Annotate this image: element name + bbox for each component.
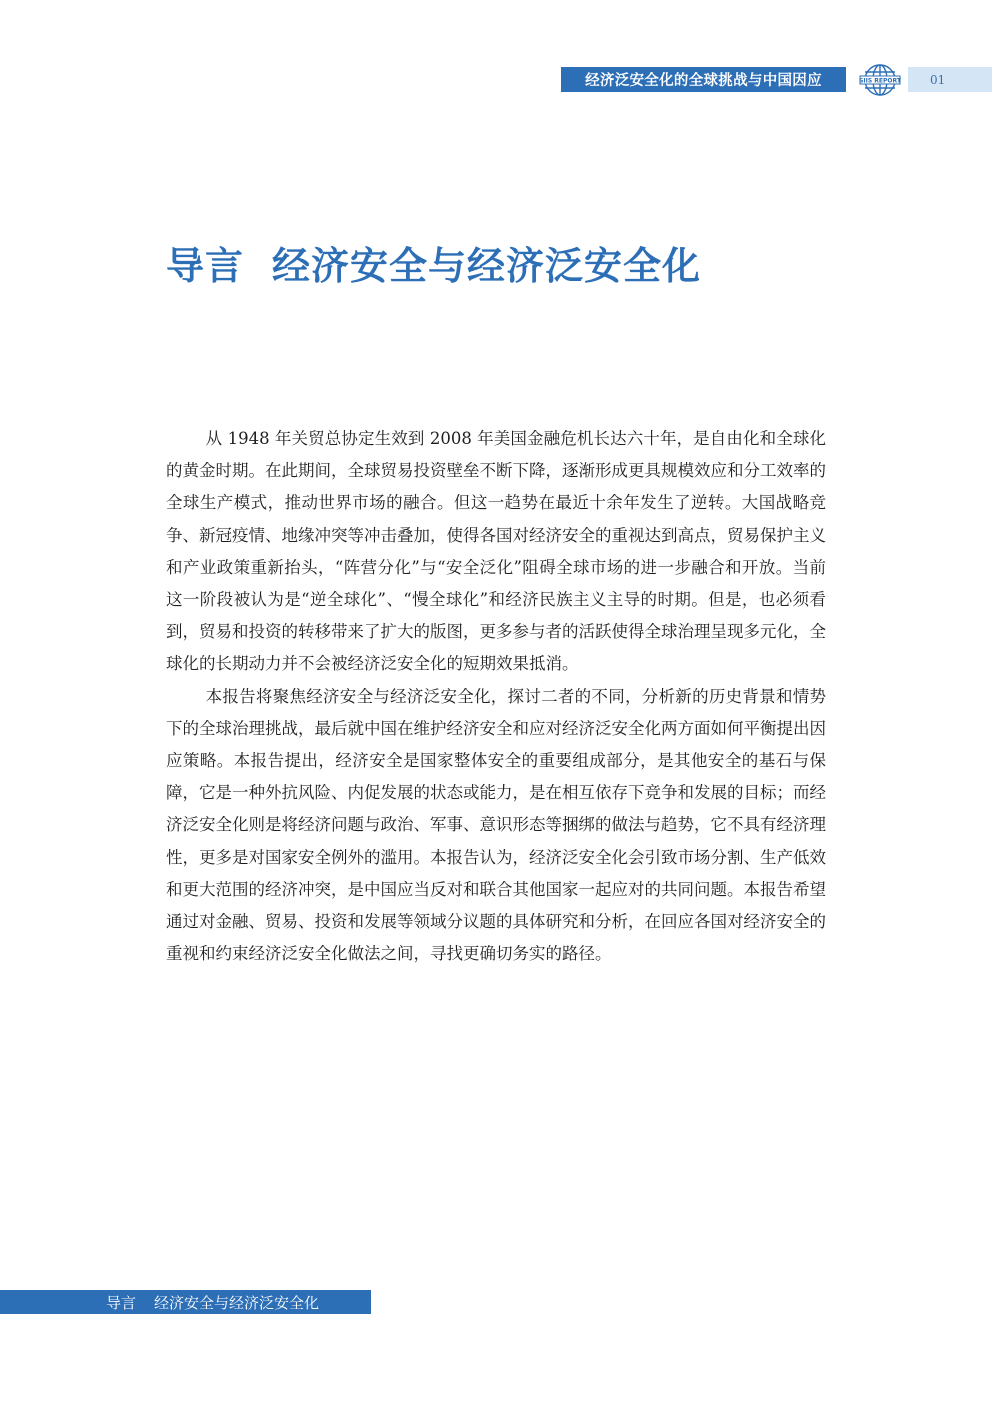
chapter-title — [166, 235, 701, 290]
chapter-title-label: 导言 — [166, 244, 245, 288]
body-text — [166, 423, 826, 970]
running-header-title: 经济泛安全化的全球挑战与中国因应 — [561, 67, 846, 92]
footer-text: 经济安全与经济泛安全化 — [154, 1293, 320, 1312]
page-number-text: 01 — [930, 72, 946, 87]
chapter-title-text: 经济安全与经济泛安全化 — [272, 244, 702, 288]
paragraph-2: 本报告将聚焦经济安全与经济泛安全化，探讨二者的不同，分析新的历史背景和情势下的全球治理挑战，最后就中国在维护经济安全和应对经济泛安全化两方面如何平衡提出因应策略。本报告提出，经济安全是国家整体安全的重要组成部分，是其他安全的基石与保障，它是一种外抗风险、内促发展的状态或能力，是在相互依存下竞争和发展的目标；而经济泛安全化则是将经济问题与政治、军事、意识形态等捆绑的做法与趋势，它不具有经济理性，更多是对国家安全例外的滥用。本报告认为，经济泛安全化会引致市场分割、生产低效和更大范围的经济冲突，是中国应当反对和联合其他国家一起应对的共同问题。本报告希望通过对金融、贸易、投资和发展等领域分议题的具体研究和分析，在回应各国对经济安全的重视和约束经济泛安全化做法之间，寻找更确切务实的路径。 — [166, 686, 826, 964]
footer-label: 导言 — [106, 1293, 137, 1312]
globe-logo-icon — [858, 63, 902, 97]
paragraph-1: 从 1948 年关贸总协定生效到 2008 年美国金融危机长达六十年，是自由化和全球化的黄金时期。在此期间，全球贸易投资壁垒不断下降，逐渐形成更具规模效应和分工效率的全球生产模式，推动世界市场的融合。但这一趋势在最近十余年发生了逆转。大国战略竞争、新冠疫情、地缘冲突等冲击叠加，使得各国对经济安全的重视达到高点，贸易保护主义和产业政策重新抬头，“阵营分化”与“安全泛化”阻碍全球市场的进一步融合和开放。当前这一阶段被认为是“逆全球化”、“慢全球化”和经济民族主义主导的时期。但是，也必须看到，贸易和投资的转移带来了扩大的版图，更多参与者的活跃使得全球治理呈现多元化，全球化的长期动力并不会被经济泛安全化的短期效果抵消。 — [166, 429, 826, 674]
page-number — [908, 67, 992, 92]
logo-text: SIIS REPORT — [859, 77, 901, 85]
running-footer — [0, 1290, 371, 1314]
